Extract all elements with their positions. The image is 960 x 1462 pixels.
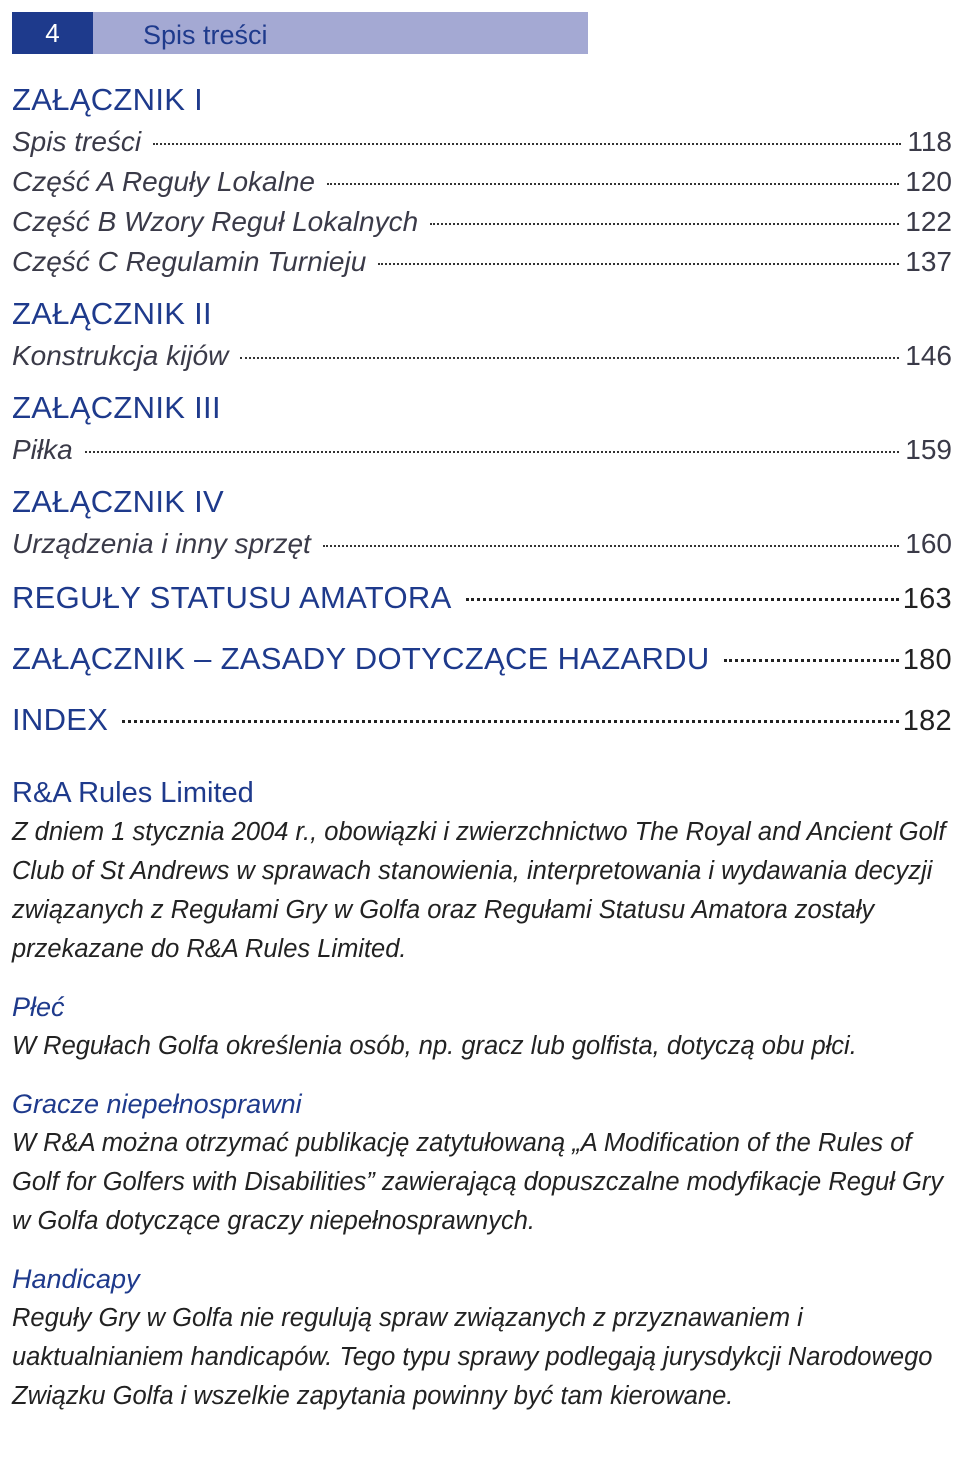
toc-entry[interactable] bbox=[12, 202, 952, 242]
toc-entry-page: 146 bbox=[905, 340, 952, 371]
dot-leader bbox=[240, 357, 899, 359]
toc-section-annex-3 bbox=[12, 388, 952, 470]
toc-entry[interactable] bbox=[12, 430, 952, 470]
toc-entry[interactable] bbox=[12, 336, 952, 376]
toc-entry-label: Część B Wzory Reguł Lokalnych bbox=[12, 206, 419, 237]
toc-main-page: 180 bbox=[902, 644, 952, 676]
toc-entry-page: 159 bbox=[905, 434, 952, 465]
toc-main-entry[interactable] bbox=[12, 576, 952, 621]
org-title: R&A Rules Limited bbox=[12, 777, 254, 809]
dot-leader bbox=[430, 223, 899, 225]
note-paragraph-handicaps: Reguły Gry w Golfa nie regulują spraw związanych z przyznawaniem i uaktualnianiem handicapów. Tego typu sprawy podlegają jurysdykcji Narodowego Związku Golfa i wszelkie zapytania powinny być tam kierowane. bbox=[12, 1304, 933, 1410]
toc-entry-page: 118 bbox=[907, 126, 952, 157]
toc-entry-page: 160 bbox=[905, 528, 952, 559]
dot-leader bbox=[122, 720, 898, 723]
toc-heading: ZAŁĄCZNIK III bbox=[12, 390, 221, 425]
toc-main-page: 182 bbox=[902, 705, 952, 737]
toc-entry-label: Urządzenia i inny sprzęt bbox=[12, 528, 311, 559]
toc-main-label: ZAŁĄCZNIK – ZASADY DOTYCZĄCE HAZARDU bbox=[12, 641, 710, 676]
toc-main-page: 163 bbox=[902, 583, 952, 615]
toc-main-entry[interactable] bbox=[12, 698, 952, 743]
toc-entry-page: 120 bbox=[905, 166, 952, 197]
dot-leader bbox=[724, 659, 899, 662]
toc-entry[interactable] bbox=[12, 122, 952, 162]
toc-main-label: INDEX bbox=[12, 702, 109, 737]
toc-section-annex-4 bbox=[12, 482, 952, 564]
toc-heading: ZAŁĄCZNIK II bbox=[12, 296, 212, 331]
page-number: 4 bbox=[12, 12, 93, 54]
toc-heading: ZAŁĄCZNIK IV bbox=[12, 484, 225, 519]
toc-entry-label: Część A Reguły Lokalne bbox=[12, 166, 315, 197]
dot-leader bbox=[378, 263, 899, 265]
toc-entry[interactable] bbox=[12, 524, 952, 564]
toc-entry-page: 137 bbox=[905, 246, 952, 277]
toc-entry-label: Część C Regulamin Turnieju bbox=[12, 246, 367, 277]
content bbox=[12, 80, 952, 1434]
toc-main-label: REGUŁY STATUSU AMATORA bbox=[12, 580, 452, 615]
toc-entry[interactable] bbox=[12, 242, 952, 282]
header-bar bbox=[12, 12, 588, 54]
note-heading-gender: Płeć bbox=[12, 992, 65, 1022]
toc-section-annex-1 bbox=[12, 80, 952, 282]
dot-leader bbox=[85, 451, 900, 453]
toc-entry[interactable] bbox=[12, 162, 952, 202]
note-paragraph-gender: W Regułach Golfa określenia osób, np. gracz lub golfista, dotyczą obu płci. bbox=[12, 1032, 857, 1060]
dot-leader bbox=[466, 598, 899, 601]
dot-leader bbox=[323, 545, 899, 547]
dot-leader bbox=[153, 143, 901, 145]
note-heading-handicaps: Handicapy bbox=[12, 1264, 140, 1294]
org-paragraph: Z dniem 1 stycznia 2004 r., obowiązki i zwierzchnictwo The Royal and Ancient Golf Club of St Andrews w sprawach stanowienia, interpretowania i wydawania decyzji związanych z Regułami Gry w Golfa oraz Regułami Statusu Amatora zostały przekazane do R&A Rules Limited. bbox=[12, 818, 946, 963]
toc-entry-label: Spis treści bbox=[12, 126, 142, 157]
dot-leader bbox=[327, 183, 899, 185]
toc-entry-label: Piłka bbox=[12, 434, 73, 465]
toc-entry-page: 122 bbox=[905, 206, 952, 237]
page-title: Spis treści bbox=[143, 20, 268, 50]
toc-entry-label: Konstrukcja kijów bbox=[12, 340, 229, 371]
toc-section-annex-2 bbox=[12, 294, 952, 376]
note-heading-disabled: Gracze niepełnosprawni bbox=[12, 1089, 302, 1119]
toc-main-entry[interactable] bbox=[12, 637, 952, 682]
table-of-contents bbox=[12, 80, 952, 743]
toc-heading: ZAŁĄCZNIK I bbox=[12, 82, 204, 117]
note-paragraph-disabled: W R&A można otrzymać publikację zatytułowaną „A Modification of the Rules of Golf for Golfers with Disabilities” zawierającą dopuszczalne modyfikacje Reguł Gry w Golfa dotyczące graczy niepełnosprawnych. bbox=[12, 1129, 944, 1235]
notes bbox=[12, 773, 952, 1416]
